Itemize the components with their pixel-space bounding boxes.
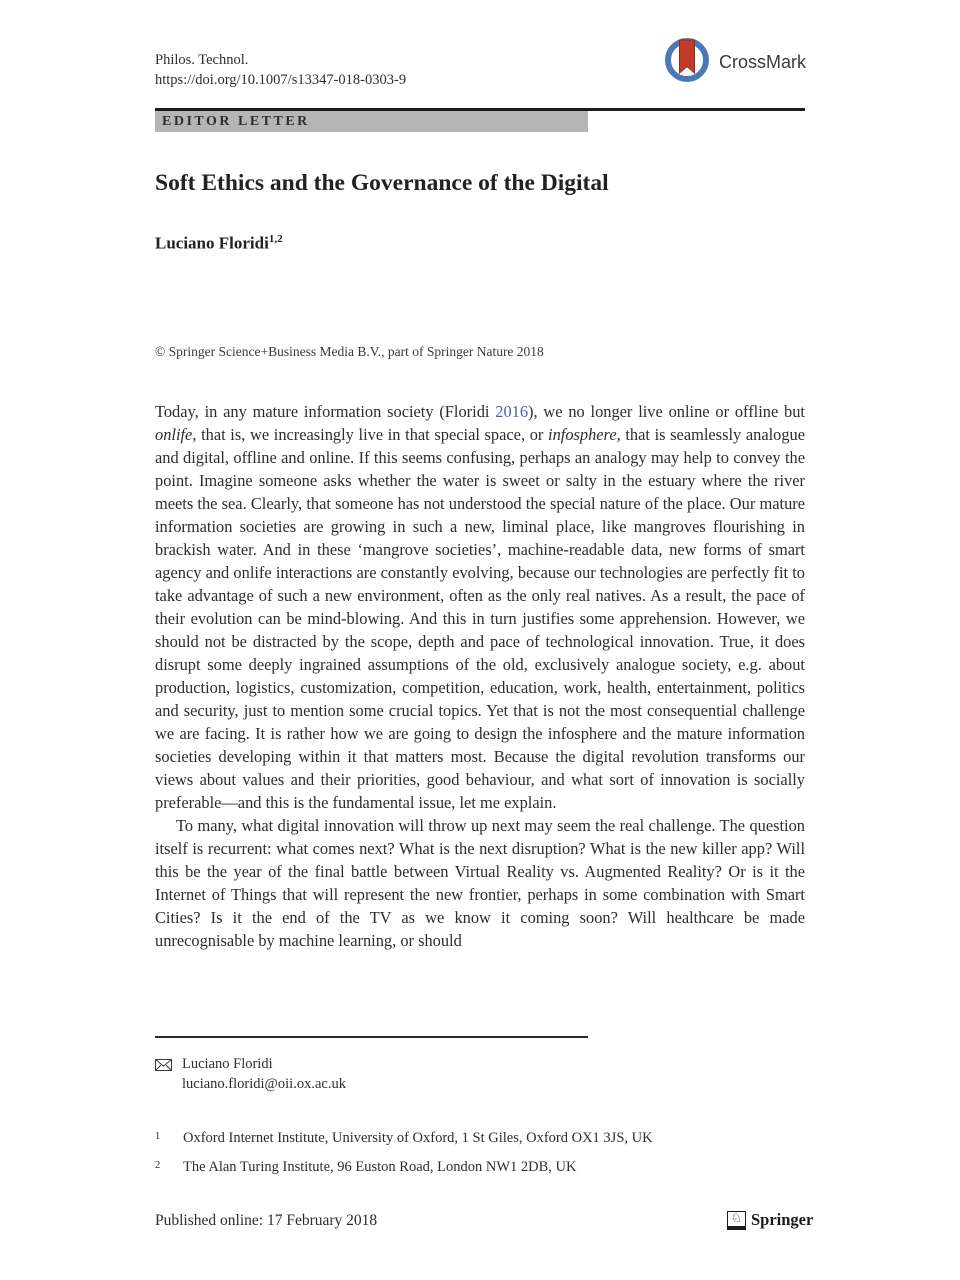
author-line	[155, 233, 283, 254]
author-name: Luciano Floridi	[155, 233, 269, 253]
body-paragraph-2: To many, what digital innovation will throw up next may seem the real challenge. The question itself is recurrent: what comes next? What is the next disruption? What is the new killer app? Will this be the year of the final battle between Virtual Reality vs. Augmented Reality? Or is it the Internet of Things that will represent the new frontier, perhaps in some combination with Smart Cities? Is it the end of the TV as we know it coming soon? Will healthcare be made unrecognisable by machine learning, or should	[155, 816, 805, 950]
springer-horse-icon: ♘	[727, 1211, 746, 1230]
crossmark-icon	[663, 36, 711, 89]
correspondence-block	[155, 1054, 346, 1094]
springer-logo	[727, 1210, 813, 1230]
copyright-line: © Springer Science+Business Media B.V., part of Springer Nature 2018	[155, 344, 544, 359]
article-type-banner: EDITOR LETTER	[155, 111, 588, 132]
affiliations-list	[155, 1130, 805, 1188]
author-affiliation-marks: 1,2	[268, 233, 283, 245]
article-title: Soft Ethics and the Governance of the Digital	[155, 170, 609, 196]
affiliation-row	[155, 1159, 805, 1176]
body-paragraph-1: Today, in any mature information society (Floridi 2016), we no longer live online or offline but onlife, that is, we increasingly live in that special space, or infosphere, that is seamlessly analogue and digital, offline and online. If this seems confusing, perhaps an analogy may help to convey the point. Imagine someone asks whether the water is sweet or salty in the estuary where the river meets the sea. Clearly, that someone has not understood the special nature of the place. Our mature information societies are growing in such a new, liminal place, like mangroves flourishing in brackish water. And in these ‘mangrove societies’, machine-readable data, new forms of smart agency and onlife interactions are constantly evolving, because our technologies are perfectly fit to take advantage of such a new environment, often as the only real natives. As a result, the pace of their evolution can be mind-blowing. And this in turn justifies some apprehension. However, we should not be distracted by the scope, depth and pace of technological innovation. True, it does disrupt some deeply ingrained assumptions of the old, exclusively analogue society, e.g. about production, logistics, customization, competition, education, work, health, entertainment, politics and security, just to mention some crucial topics. Yet that is not the most consequential challenge we are facing. It is rather how we are going to design the infosphere and the mature information societies developing within it that matters most. Because the digital revolution transforms our views about values and their priorities, good behaviour, and what sort of innovation is socially preferable—and this is the fundamental issue, let me explain.	[155, 402, 806, 812]
doi-link[interactable]: https://doi.org/10.1007/s13347-018-0303-9	[155, 72, 407, 88]
journal-header	[155, 50, 406, 90]
affiliation-row	[155, 1130, 805, 1147]
affiliation-text: The Alan Turing Institute, 96 Euston Road, London NW1 2DB, UK	[183, 1159, 577, 1175]
correspondence-email[interactable]: luciano.floridi@oii.ox.ac.uk	[182, 1076, 346, 1092]
affiliation-marker: 2	[155, 1160, 161, 1171]
journal-name: Philos. Technol.	[155, 52, 249, 68]
affiliation-marker: 1	[155, 1131, 161, 1142]
affiliation-text: Oxford Internet Institute, University of Oxford, 1 St Giles, Oxford OX1 3JS, UK	[183, 1130, 653, 1146]
article-body	[155, 400, 805, 952]
correspondence-name: Luciano Floridi	[182, 1056, 273, 1072]
correspondence-details	[182, 1054, 346, 1094]
envelope-icon	[155, 1057, 172, 1094]
springer-label: Springer	[751, 1210, 814, 1229]
published-online-line: Published online: 17 February 2018	[155, 1212, 378, 1229]
footnote-rule	[155, 1036, 588, 1038]
crossmark-badge[interactable]	[663, 36, 806, 89]
crossmark-label: CrossMark	[719, 52, 807, 72]
